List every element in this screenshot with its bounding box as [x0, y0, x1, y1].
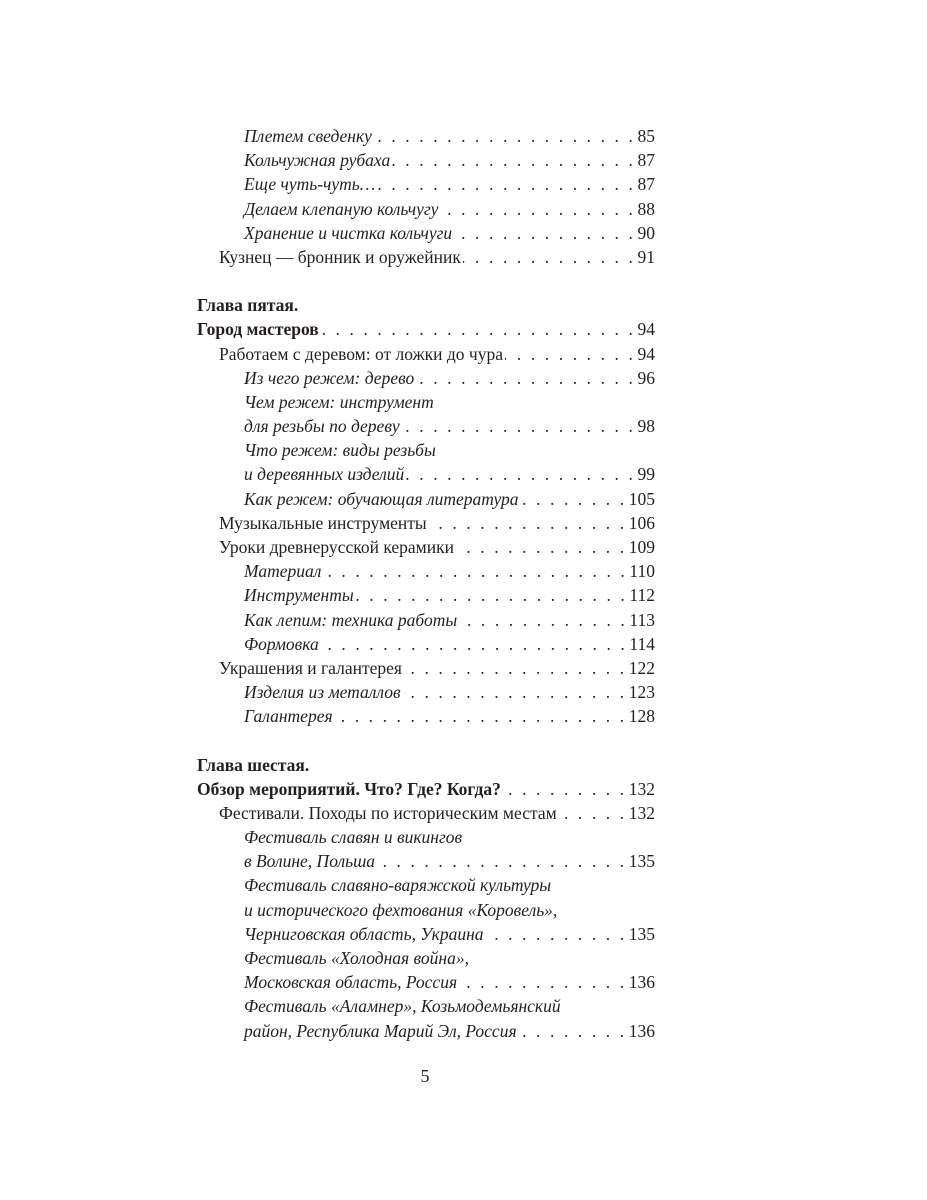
toc-entry-title: Еще чуть-чуть…	[244, 174, 376, 195]
dot-leader	[403, 680, 627, 704]
toc-entry-page: 96	[637, 367, 655, 388]
toc-entry-title: Формовка	[244, 633, 319, 654]
toc-entry-title: Город мастеров	[197, 319, 319, 340]
toc-entry-line	[197, 922, 655, 946]
toc-entry-line	[197, 221, 655, 245]
dot-leader	[505, 342, 636, 366]
toc-entry[interactable]	[197, 366, 655, 390]
toc-entry-page: 113	[629, 609, 655, 630]
toc-chapter-6	[197, 777, 655, 1043]
toc-entry-title: Кольчужная рубаха	[244, 150, 391, 171]
toc-entry-line	[197, 583, 655, 607]
toc-entry[interactable]	[197, 197, 655, 221]
toc-entry-title: в Волине, Польша	[244, 851, 376, 872]
toc-entry[interactable]	[197, 245, 655, 269]
toc-entry-line	[197, 825, 655, 849]
dot-leader	[519, 1019, 627, 1043]
dot-leader	[323, 559, 627, 583]
toc-entry[interactable]	[197, 656, 655, 680]
dot-leader	[486, 922, 627, 946]
dot-leader	[406, 462, 635, 486]
toc-entry-line	[197, 148, 655, 172]
dot-leader	[377, 172, 635, 196]
toc-entry-line	[197, 172, 655, 196]
toc-entry-title: Работаем с деревом: от ложки до чура	[219, 343, 503, 364]
dot-leader	[559, 801, 627, 825]
toc-entry-title: Музыкальные инструменты	[219, 512, 427, 533]
toc-entry[interactable]	[197, 535, 655, 559]
toc-entry-title: Из чего режем: дерево	[244, 367, 415, 388]
toc-entry[interactable]	[197, 632, 655, 656]
toc-entry-line	[197, 124, 655, 148]
toc-entry-page: 110	[629, 561, 655, 582]
toc-entry-line	[197, 366, 655, 390]
toc-entry-line	[197, 245, 655, 269]
toc-entry[interactable]	[197, 608, 655, 632]
toc-entry-line	[197, 438, 655, 462]
toc-entry-line	[197, 462, 655, 486]
toc-entry-page: 106	[628, 512, 655, 533]
page-number: 5	[420, 1066, 430, 1086]
toc-entry-line	[197, 849, 655, 873]
toc-entry-page: 94	[637, 319, 655, 340]
toc-entry-title: Черниговская область, Украина	[244, 923, 484, 944]
toc-entry-title: Инструменты	[244, 585, 354, 606]
toc-entry-line	[197, 317, 655, 341]
dot-leader	[463, 245, 636, 269]
toc-entry-page: 123	[628, 682, 655, 703]
toc-entry-page: 91	[637, 246, 655, 267]
toc-entry-line	[197, 535, 655, 559]
toc-entry-line	[197, 197, 655, 221]
dot-leader	[459, 970, 627, 994]
toc-entry-title: Изделия из металлов	[244, 682, 401, 703]
toc-entry-line	[197, 414, 655, 438]
toc-entry-line	[197, 342, 655, 366]
dot-leader	[454, 221, 635, 245]
dot-leader	[321, 632, 628, 656]
toc-entry[interactable]	[197, 777, 655, 801]
toc-entry-line	[197, 511, 655, 535]
toc-entry[interactable]	[197, 825, 655, 873]
toc-entry-line	[197, 994, 655, 1018]
toc-entry-page: 87	[637, 174, 655, 195]
toc-entry[interactable]	[197, 946, 655, 994]
toc-entry[interactable]	[197, 873, 655, 946]
toc-entry[interactable]	[197, 172, 655, 196]
toc-entry-title: Обзор мероприятий. Что? Где? Когда?	[197, 778, 501, 799]
toc-entry-title: Хранение и чистка кольчуги	[244, 222, 453, 243]
dot-leader	[335, 704, 627, 728]
toc-entry-page: 114	[629, 633, 655, 654]
dot-leader	[456, 535, 627, 559]
toc-entry-page: 135	[628, 923, 655, 944]
toc-entry-title: Фестиваль славяно-варяжской культуры	[244, 875, 552, 896]
dot-leader	[402, 414, 636, 438]
toc-entry[interactable]	[197, 559, 655, 583]
toc-entry[interactable]	[197, 390, 655, 438]
toc-entry-title: Кузнец — бронник и оружейник	[219, 246, 461, 267]
toc-entry[interactable]	[197, 148, 655, 172]
toc-entry-title: Фестивали. Походы по историческим местам	[219, 802, 557, 823]
toc-entry-page: 99	[637, 464, 655, 485]
section-gap	[197, 729, 655, 753]
dot-leader	[459, 608, 627, 632]
toc-entry-line	[197, 608, 655, 632]
toc-entry-line	[197, 680, 655, 704]
section-gap	[197, 269, 655, 293]
toc-entry-page: 136	[628, 972, 655, 993]
chapter-5-label: Глава пятая.	[197, 295, 299, 316]
toc-entry-page: 94	[637, 343, 655, 364]
chapter-6-label: Глава шестая.	[197, 754, 310, 775]
toc-entry-page: 122	[628, 657, 655, 678]
toc-chapter-5	[197, 317, 655, 728]
toc-entry[interactable]	[197, 511, 655, 535]
toc-entry-title: Фестиваль славян и викингов	[244, 827, 463, 848]
toc-entry-line	[197, 632, 655, 656]
toc-entry-line	[197, 559, 655, 583]
table-of-contents	[197, 124, 655, 1043]
toc-entry-page: 128	[628, 706, 655, 727]
toc-entry-title: Что режем: виды резьбы	[244, 440, 436, 461]
toc-entry-page: 105	[628, 488, 655, 509]
toc-entry-page: 112	[629, 585, 655, 606]
dot-leader	[440, 197, 635, 221]
toc-entry-page: 109	[628, 537, 655, 557]
toc-entry-title: Фестиваль «Аламнер», Козьмодемьянский	[244, 996, 561, 1017]
toc-entry-title: Чем режем: инструмент	[244, 391, 434, 412]
dot-leader	[503, 777, 627, 801]
toc-entry-title: и исторического фехтования «Коровель»,	[244, 899, 558, 920]
toc-entry-title: Делаем клепаную кольчугу	[244, 198, 439, 219]
toc-entry-title: для резьбы по дереву	[244, 416, 400, 437]
toc-entry-title: и деревянных изделий	[244, 464, 405, 485]
toc-entry-line	[197, 390, 655, 414]
toc-entry-title: Украшения и галантерея	[219, 657, 402, 678]
toc-entry[interactable]	[197, 124, 655, 148]
toc-entry-title: Галантерея	[244, 706, 333, 727]
toc-entry-page: 132	[628, 778, 655, 799]
toc-entry-title: Фестиваль «Холодная война»,	[244, 948, 469, 968]
toc-entry-page: 136	[628, 1020, 655, 1041]
dot-leader	[404, 656, 627, 680]
toc-entry-line	[197, 970, 655, 994]
toc-entry-title: Московская область, Россия	[244, 972, 458, 993]
toc-entry-line	[197, 777, 655, 801]
toc-entry-title: Плетем сведенку	[244, 126, 372, 146]
toc-entry[interactable]	[197, 487, 655, 511]
toc-entry[interactable]	[197, 438, 655, 486]
toc-entry[interactable]	[197, 342, 655, 366]
toc-entry[interactable]	[197, 994, 655, 1042]
dot-leader	[374, 124, 636, 148]
toc-entry[interactable]	[197, 680, 655, 704]
dot-leader	[429, 511, 627, 535]
toc-entry[interactable]	[197, 317, 655, 341]
toc-entry-page: 132	[628, 802, 655, 823]
toc-entry-page: 88	[637, 198, 655, 219]
dot-leader	[356, 583, 628, 607]
toc-entry[interactable]	[197, 704, 655, 728]
toc-entry-title: Материал	[244, 561, 322, 582]
toc-entry-page: 90	[637, 222, 655, 243]
toc-entry-page: 135	[628, 851, 655, 872]
toc-section-continued	[197, 124, 655, 269]
dot-leader	[416, 366, 635, 390]
toc-entry-line	[197, 801, 655, 825]
dot-leader	[321, 317, 636, 341]
toc-entry-title: Как лепим: техника работы	[244, 609, 458, 630]
toc-entry-page: 85	[637, 126, 655, 146]
toc-entry-line	[197, 704, 655, 728]
toc-entry-title: Уроки древнерусской керамики	[219, 537, 454, 557]
toc-entry-title: Как режем: обучающая литература	[244, 488, 519, 509]
toc-entry-page: 87	[637, 150, 655, 171]
dot-leader	[377, 849, 627, 873]
toc-entry-page: 98	[637, 416, 655, 437]
toc-entry-line	[197, 946, 655, 970]
toc-entry[interactable]	[197, 583, 655, 607]
toc-entry-line	[197, 873, 655, 897]
toc-entry[interactable]	[197, 221, 655, 245]
toc-entry-title: район, Республика Марий Эл, Россия	[244, 1020, 517, 1041]
toc-entry[interactable]	[197, 801, 655, 825]
toc-entry-line	[197, 656, 655, 680]
toc-entry-line	[197, 898, 655, 922]
toc-entry-line	[197, 487, 655, 511]
dot-leader	[521, 487, 627, 511]
dot-leader	[392, 148, 635, 172]
toc-entry-line	[197, 1019, 655, 1043]
